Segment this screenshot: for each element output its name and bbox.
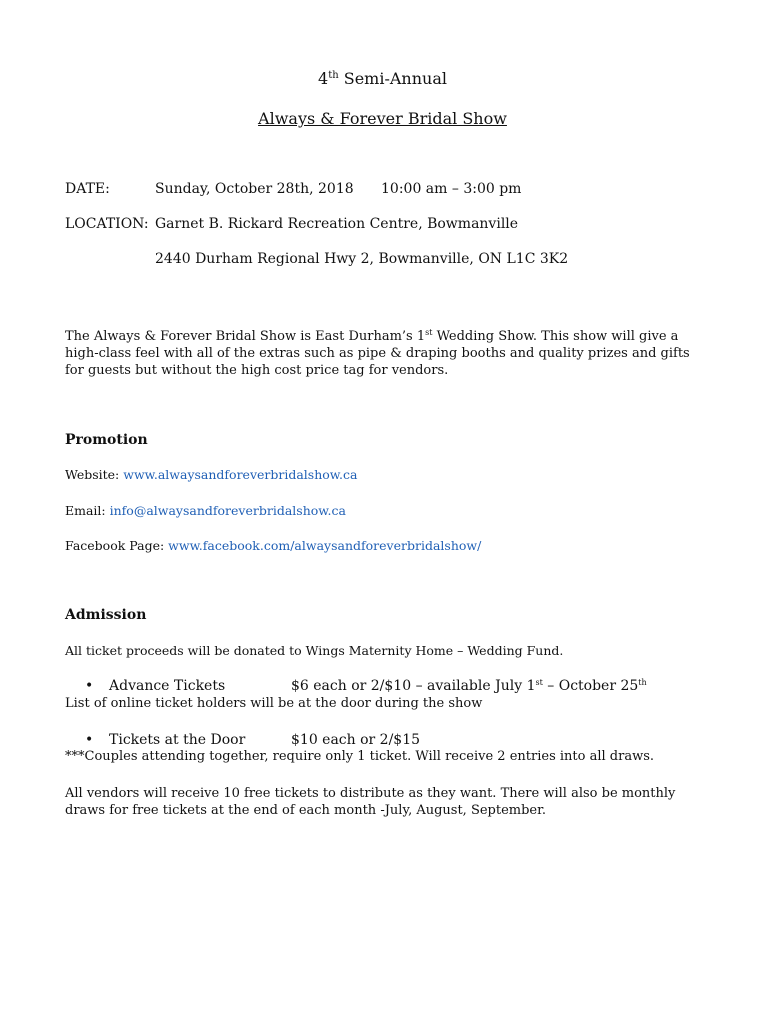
email-link[interactable]: info@alwaysandforeverbridalshow.ca bbox=[109, 503, 346, 518]
intro-paragraph bbox=[65, 328, 705, 379]
facebook-line bbox=[65, 538, 481, 553]
venue-address: 2440 Durham Regional Hwy 2, Bowmanville, ON L1C 3K2 bbox=[155, 251, 569, 267]
page-title: Always & Forever Bridal Show bbox=[258, 109, 507, 128]
location-label: LOCATION: bbox=[65, 216, 149, 232]
intro-sup: st bbox=[425, 328, 433, 337]
facebook-label: Facebook Page: bbox=[65, 538, 169, 553]
vendors-note: All vendors will receive 10 free tickets to distribute as they want. There will also be monthly draws for free tickets at the end of each month -July, August, September. bbox=[65, 786, 676, 818]
advance-tickets-price bbox=[291, 678, 647, 694]
website-label: Website: bbox=[65, 467, 124, 482]
advance-sup-b: th bbox=[638, 678, 647, 687]
website-line bbox=[65, 467, 357, 482]
door-tickets-price: $10 each or 2/$15 bbox=[291, 732, 421, 748]
intro-text-b: Wedding Show. This show will give a high-class feel with all of the extras such as pipe & draping booths and quality prizes and gifts for guests but without the high cost price tag for vendors. bbox=[65, 329, 690, 378]
time-value: 10:00 am – 3:00 pm bbox=[381, 181, 522, 197]
date-label: DATE: bbox=[65, 181, 110, 197]
couples-note: ***Couples attending together, require only 1 ticket. Will receive 2 entries into all draws. bbox=[65, 749, 654, 764]
promotion-heading: Promotion bbox=[65, 432, 148, 448]
title-ordinal: 4 bbox=[318, 69, 329, 88]
intro-text-a: The Always & Forever Bridal Show is East Durham’s 1 bbox=[65, 329, 426, 344]
title-rest: Semi-Annual bbox=[343, 69, 447, 88]
advance-sup-a: st bbox=[535, 678, 543, 687]
donation-text: All ticket proceeds will be donated to Wings Maternity Home – Wedding Fund. bbox=[65, 643, 564, 658]
email-line bbox=[65, 503, 346, 518]
title-edition bbox=[0, 69, 765, 88]
facebook-link[interactable]: www.facebook.com/alwaysandforeverbridalshow/ bbox=[168, 538, 482, 553]
advance-tickets-label: Advance Tickets bbox=[109, 678, 226, 694]
advance-price-b: – October 25 bbox=[542, 678, 639, 694]
date-value: Sunday, October 28th, 2018 bbox=[155, 181, 354, 197]
title-ordinal-suffix: th bbox=[328, 70, 339, 81]
advance-price-a: $6 each or 2/$10 – available July 1 bbox=[291, 678, 536, 694]
admission-heading: Admission bbox=[65, 607, 147, 623]
advance-note: List of online ticket holders will be at the door during the show bbox=[65, 696, 483, 711]
email-label: Email: bbox=[65, 503, 110, 518]
bullet-icon: • bbox=[85, 732, 94, 748]
venue-name: Garnet B. Rickard Recreation Centre, Bowmanville bbox=[155, 216, 519, 232]
door-tickets-label: Tickets at the Door bbox=[109, 732, 246, 748]
website-link[interactable]: www.alwaysandforeverbridalshow.ca bbox=[123, 467, 358, 482]
bullet-icon: • bbox=[85, 678, 94, 694]
